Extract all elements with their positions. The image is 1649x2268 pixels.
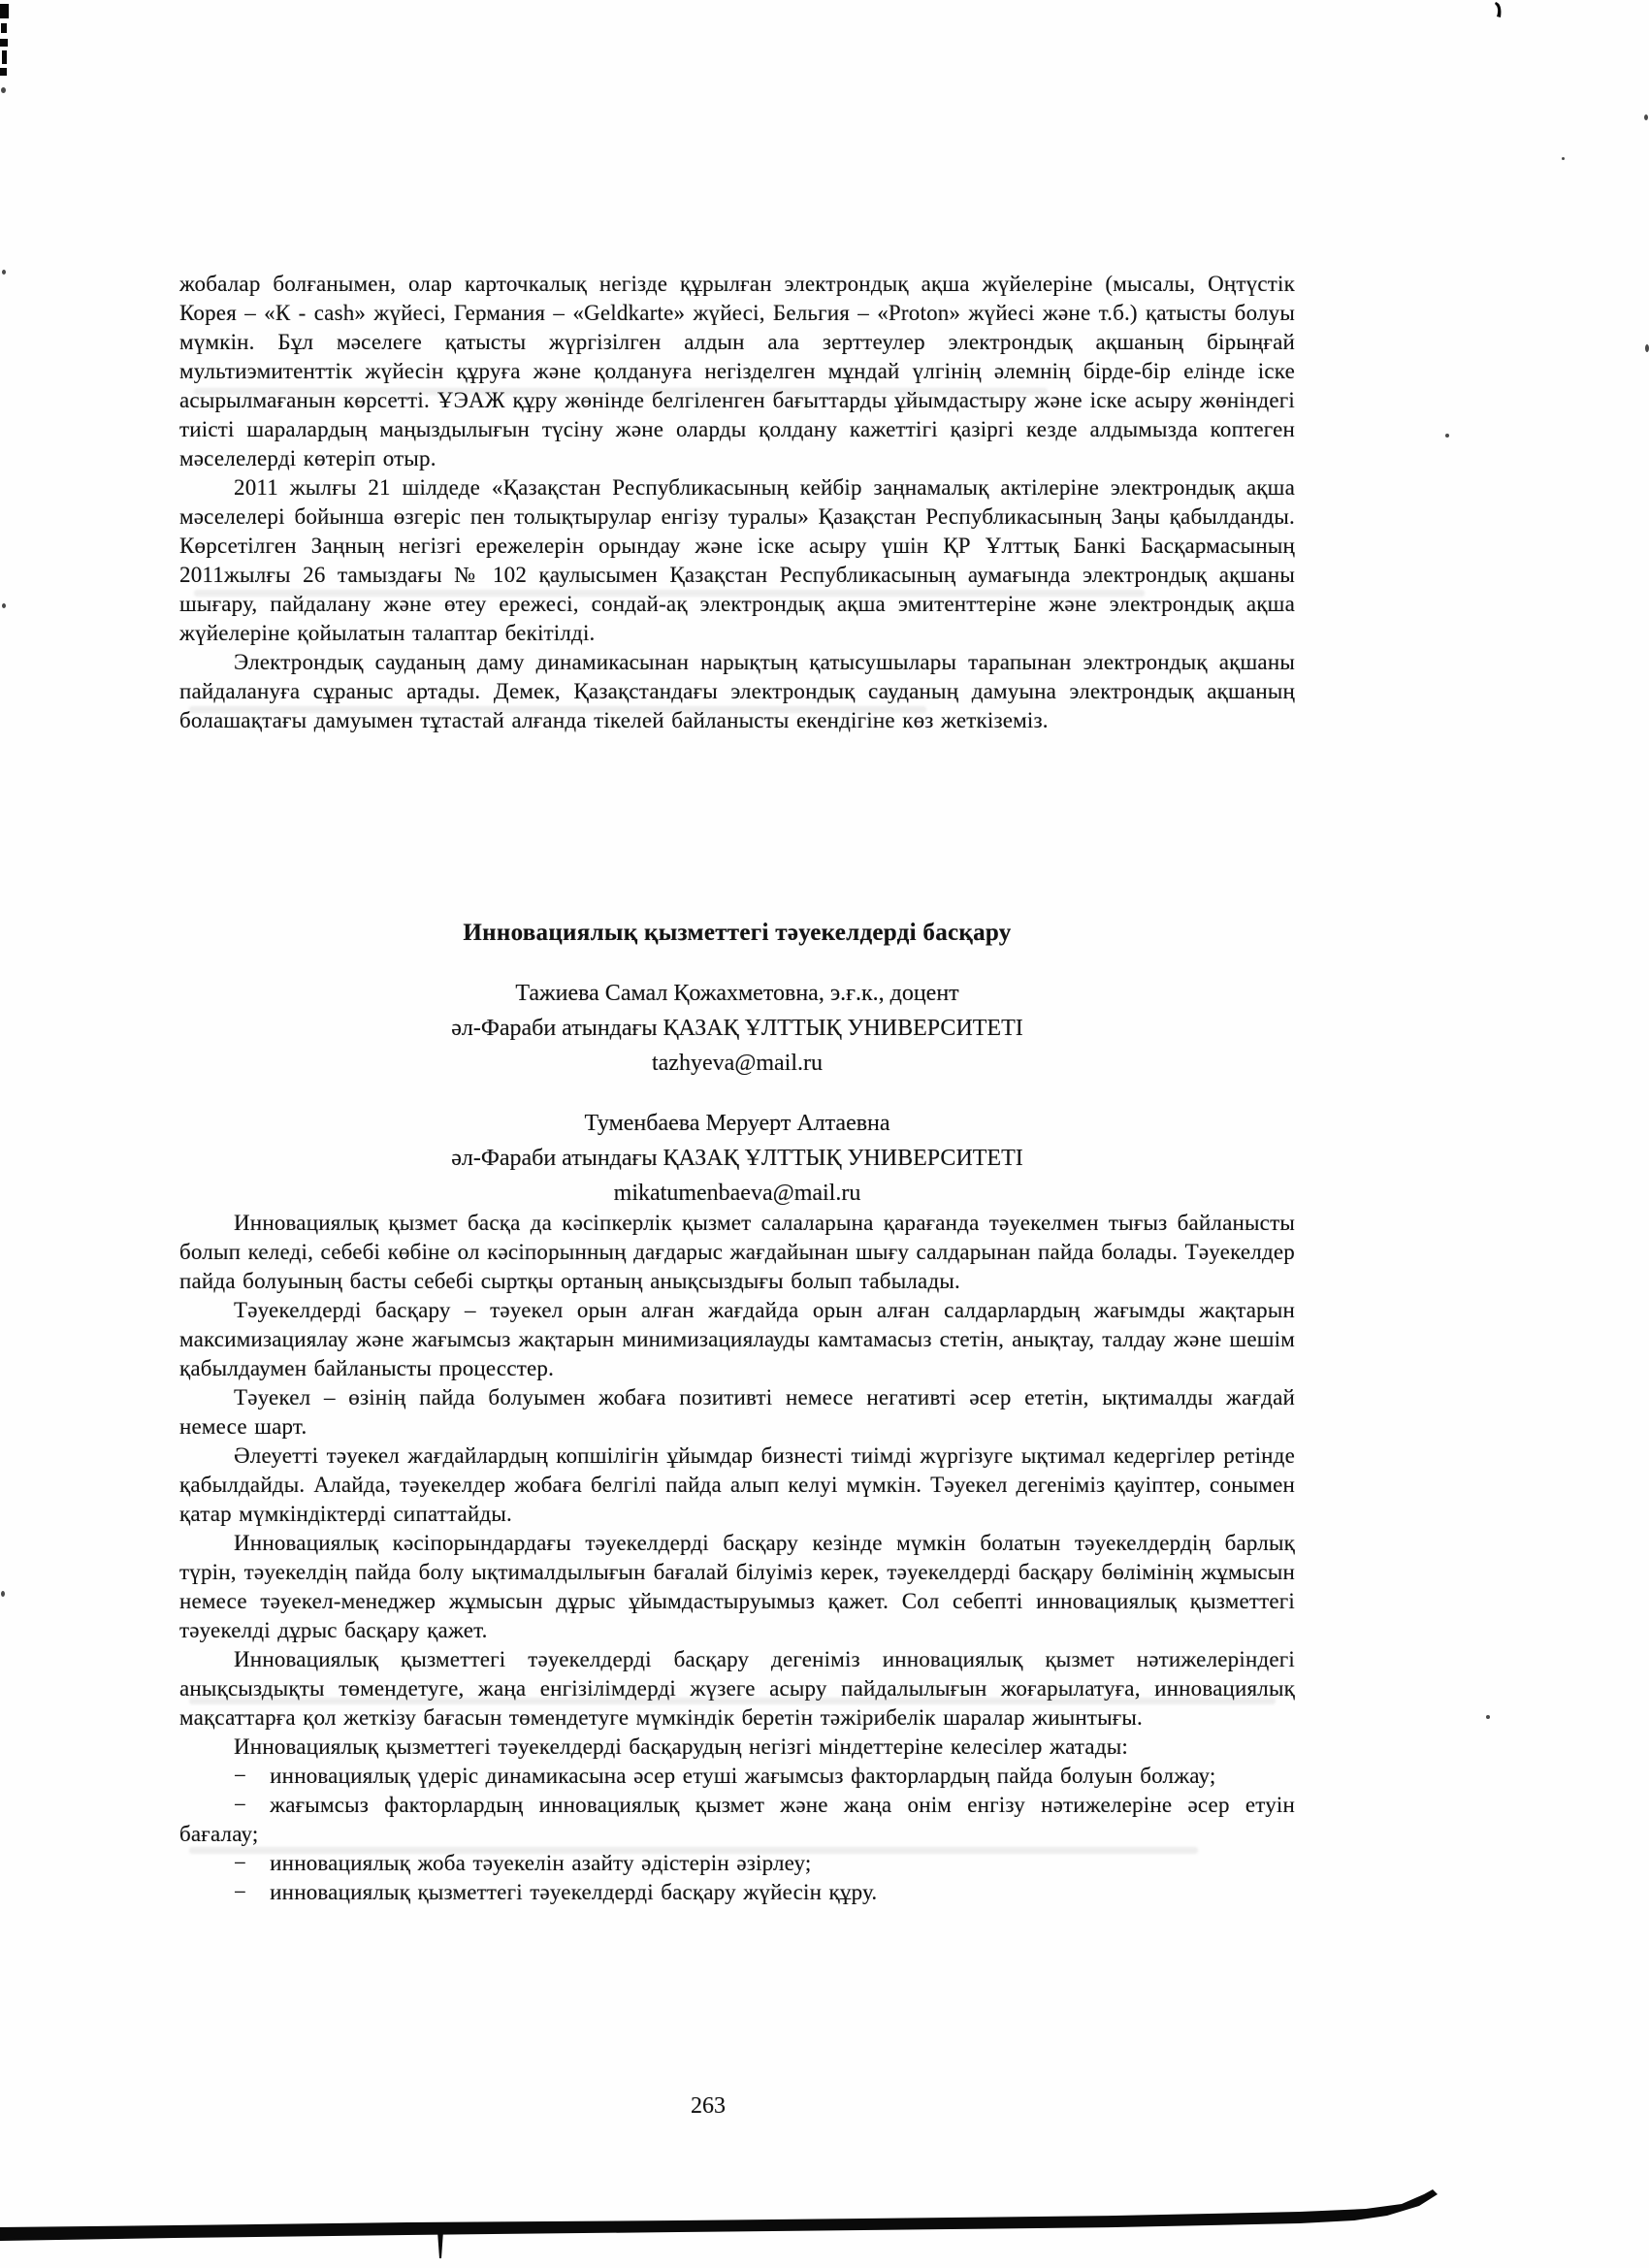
bullet-text: инновациялық үдеріс динамикасына әсер етуші жағымсыз факторлардың пайда болуын болжау; [270, 1764, 1216, 1788]
paragraph: Әлеуетті тәуекел жағдайлардың копшілігін ұйымдар бизнесті тиімді жүргізуге ықтимал кедергілер ретінде қабылдайды. Алайда, тәуекелдер жобаға белгілі пайда алып келуі мүмкін. Тәуекел дегеніміз қауіптер, сонымен қатар мүмкіндіктерді сипаттайды. [179, 1443, 1295, 1526]
paragraph: Электрондық сауданың даму динамикасынан нарықтың қатысушылары тарапынан электрондық ақшаны пайдалануға сұраныс артады. Демек, Қазақстандағы электрондық сауданың дамуына электрондық ақшаның болашақтағы дамуымен тұтастай алғанда тікелей байланысты екендігіне көз жеткіземіз. [179, 650, 1295, 732]
article-title: Инновациялық қызметтегі тәуекелдерді басқару [463, 920, 1012, 946]
article-heading-block [179, 918, 1295, 1211]
bullet-item [179, 1878, 1295, 1907]
author-affiliation: әл-Фараби атындағы ҚАЗАҚ ҰЛТТЫҚ УНИВЕРСИТЕТІ [451, 1016, 1023, 1041]
paragraph: Инновациялық кәсіпорындардағы тәуекелдерді басқару кезінде мүмкін болатын тәуекелдердің барлық түрін, тәуекелдің пайда болу ықтималдылығын бағалай білуіміз керек, тәуекелдерді басқару бөлімінің жұмысын немесе тәуекел-менеджер жұмысын дұрыс ұйымдастыруымыз қажет. Сол себепті инновациялық қызметтегі тәуекелді дұрыс басқару қажет. [179, 1531, 1295, 1642]
dash-bullet-marker: − [234, 1880, 247, 1904]
dash-bullet-marker: − [234, 1793, 247, 1817]
paragraph: Инновациялық қызметтегі тәуекелдерді басқарудың негізгі міндеттеріне келесілер жатады: [234, 1734, 1128, 1759]
author-block-2 [179, 1106, 1295, 1211]
continuation-text-block [179, 270, 1295, 735]
author-name: Тажиева Самал Қожахметовна, э.ғ.к., доцент [515, 981, 959, 1006]
bullet-text: инновациялық қызметтегі тәуекелдерді басқару жүйесін құру. [270, 1880, 878, 1904]
bullet-text: жағымсыз факторлардың инновациялық қызмет және жаңа онім енгізу нәтижелеріне әсер етуін бағалау; [179, 1793, 1295, 1846]
article-body-block [179, 1209, 1295, 1907]
paragraph: жобалар болғанымен, олар карточкалық негізде құрылған электрондық ақша жүйелеріне (мысалы, Оңтүстік Корея – «К - cash» жүйесі, Германия – «Geldkarte» жүйесі, Бельгия – «Proton» жүйесі және т.б.) қатысты болуы мүмкін. Бұл мәселеге қатысты жүргізілген алдын ала зерттеулер электрондық ақшаның бірыңғай мультиэмитенттік жүйесін құруға және қолдануға негізделген мұндай үлгінің әлемнің бірде-бір елінде іске асырылмағанын көрсетті. ҰЭАЖ құру жөнінде белгіленген бағыттарды ұйымдастыру және іске асыру жөніндегі тиісті шаралардың маңыздылығын түсіну және оларды қолдану кажеттігі қазіргі кезде алдымызда коптеген мәселелерді көтеріп отыр. [179, 272, 1295, 470]
author-email: tazhyeva@mail.ru [651, 1051, 824, 1076]
bullet-item [179, 1762, 1295, 1791]
paragraph: Инновациялық қызметтегі тәуекелдерді басқару дегеніміз инновациялық қызмет нәтижелеріндегі анықсыздықты төмендетуге, жаңа енгізілімдерді жүзеге асыру пайдалылығын жоғарылатуға, инновациялық мақсаттарға қол жеткізу бағасын төмендетуге мүмкіндік беретін тәжірибелік шаралар жиынтығы. [179, 1647, 1295, 1730]
paragraph: Инновациялық қызмет басқа да кәсіпкерлік қызмет салаларына қарағанда тәуекелмен тығыз байланысты болып келеді, себебі көбіне ол кәсіпорынның дағдарыс жағдайынан шығу салдарынан пайда болады. Тәуекелдер пайда болуының басты себебі сыртқы ортаның анықсыздығы болып табылады. [179, 1211, 1295, 1293]
paragraph: Тәуекелдерді басқару – тәуекел орын алған жағдайда орын алған салдарлардың жағымды жақтарын максимизациялау және жағымсыз жақтарын минимизациялауды камтамасыз стетін, анықтау, талдау және шешім қабылдаумен байланысты процесстер. [179, 1298, 1295, 1380]
author-email: mikatumenbaeva@mail.ru [613, 1181, 861, 1206]
author-affiliation: әл-Фараби атындағы ҚАЗАҚ ҰЛТТЫҚ УНИВЕРСИТЕТІ [451, 1146, 1023, 1171]
author-name: Туменбаева Меруерт Алтаевна [584, 1111, 890, 1136]
dash-bullet-marker: − [234, 1851, 247, 1875]
paragraph: Тәуекел – өзінің пайда болуымен жобаға позитивті немесе негативті әсер ететін, ықтималды жағдай немесе шарт. [179, 1385, 1295, 1439]
page-number: 263 [691, 2093, 726, 2119]
scan-tick-mark [1495, 2, 1501, 17]
dash-bullet-marker: − [234, 1764, 247, 1788]
author-block-1 [179, 976, 1295, 1081]
bullet-text: инновациялық жоба тәуекелін азайту әдістерін әзірлеу; [270, 1851, 812, 1875]
bullet-item [179, 1791, 1295, 1849]
paragraph: 2011 жылғы 21 шілдеде «Қазақстан Республикасының кейбір заңнамалық актілеріне электрондық ақша мәселелері бойынша өзгеріс пен толықтырулар енгізу туралы» Қазақстан Республикасының Заңы қабылданды. Көрсетілген Заңның негізгі ережелерін орындау және іске асыру үшін ҚР Ұлттық Банкі Басқармасының 2011жылғы 26 тамыздағы № 102 қаулысымен Қазақстан Республикасының аумағында электрондық ақшаны шығару, пайдалану және өтеу ережесі, сондай-ақ электрондық ақша эмитенттеріне және электрондық ақша жүйелеріне қойылатын талаптар бекітілді. [179, 475, 1295, 645]
